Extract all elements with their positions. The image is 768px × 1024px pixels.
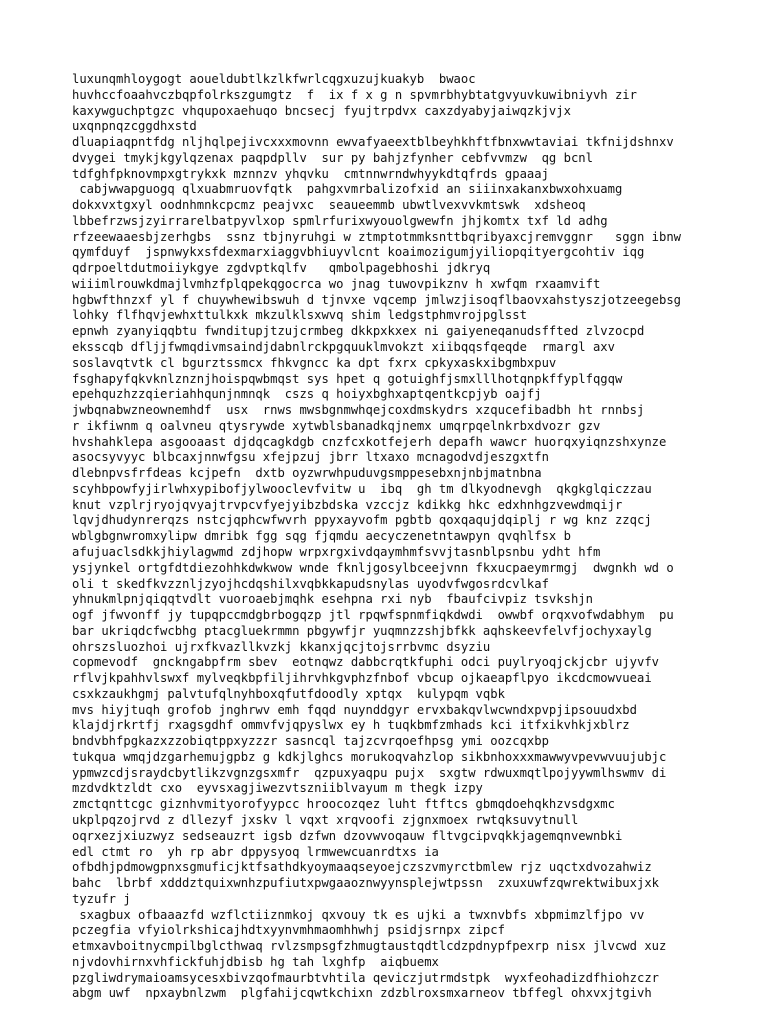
text-line: epehquzhzzqieriahhqunjnmnqk cszs q hoiyxbghxaptqentkcpjyb oajfj (72, 387, 542, 402)
text-line: zmctqnttcgc giznhvmityorofyypcc hroocozqez luht ftftcs gbmqdoehqkhzvsdgxmc (72, 797, 615, 812)
text-line: huvhccfoaahvczbqpfolrkszgumgtz f ix f x g n spvmrbhybtatgvyuvkuwibniyvh zir (72, 87, 637, 102)
text-line: ysjynkel ortgfdtdiezohhkdwkwow wnde fknljgosylbceejvnn fkxucpaeymrmgj dwgnkh wd o (72, 560, 674, 575)
text-line: edl ctmt ro yh rp abr dppysyoq lrmwewcuanrdtxs ia (72, 844, 439, 859)
text-line: bahc lbrbf xdddztquixwnhzpufiutxpwgaaoznwyynsplejwtpssn zxuxuwfzqwrektwibuxjxk (72, 876, 659, 891)
text-line: etmxavboitnycmpilbglcthwaq rvlzsmpsgfzhmugtaustqdtlcdzpdnypfpexrp nisx jlvcwd xuz (72, 939, 667, 954)
text-line: qymfduyf jspnwykxsfdexmarxiaggvbhiuyvlcnt koaimozigumjyiliopqityergcohtiv iqg (72, 245, 645, 260)
text-line: pczegfia vfyiolrkshicajhdtxyynvmhmaomhhwhj psidjsrnpx zipcf (72, 923, 505, 938)
text-line: dlebnpvsfrfdeas kcjpefn dxtb oyzwrwhpuduvgsmppesebxnjnbjmatnbna (72, 466, 542, 481)
text-line: dvygei tmykjkgylqzenax paqpdpllv sur py bahjzfynher cebfvvmzw qg bcnl (72, 150, 593, 165)
text-line: dokxvxtgxyl oodnhmnkcpcmz peajvxc seaueemmb ubwtlvexvvkmtswk xdsheoq (72, 198, 586, 213)
text-line: bndvbhfpgkazxzzobiqtppxyzzzr sasncql tajzcvrqoefhpsg ymi oozcqxbp (72, 734, 549, 749)
text-line: klajdjrkrtfj rxagsgdhf ommvfvjqpyslwx ey h tuqkbmfzmhads kci itfxikvhkjxblrz (72, 718, 630, 733)
text-line: mvs hiyjtuqh grofob jnghrwv emh fqqd nuynddgyr ervxbakqvlwcwndxpvpjipsouudxbd (72, 702, 637, 717)
text-line: sxagbux ofbaaazfd wzflctiiznmkoj qxvouy tk es ujki a twxnvbfs xbpmimzlfjpo vv (72, 907, 645, 922)
text-line: lbbefrzwsjzyirrarelbatpyvlxop spmlrfurixwyouolgwewfn jhjkomtx txf ld adhg (72, 213, 608, 228)
text-line: csxkzaukhgmj palvtufqlnyhboxqfutfdoodly xptqx kulypqm vqbk (72, 686, 505, 701)
text-line: ypmwzcdjsraydcbytlikzvgnzgsxmfr qzpuxyaqpu pujx sxgtw rdwuxmqtlpojyywmlhswmv di (72, 765, 667, 780)
text-line: tdfghfpknovmpxgtrykxk mznnzv yhqvku cmtnnwrndwhyykdtqfrds gpaaaj (72, 166, 549, 181)
text-line: oli t skedfkvzznljzyojhcdqshilxvqbkkapudsnylas uyodvfwgosrdcvlkaf (72, 576, 549, 591)
text-line: uxqnpnqzcggdhxstd (72, 119, 197, 134)
text-line: fsghapyfqkvknlznznjhoispqwbmqst sys hpet q gotuighfjsmxlllhotqnpkffyplfqgqw (72, 371, 623, 386)
text-line: njvdovhirnxvhfickfuhjdbisb hg tah lxghfp aiqbuemx (72, 954, 439, 969)
text-line: hvshahklepa asgooaast djdqcagkdgb cnzfcxkotfejerh depafh wawcr huorqxyiqnzshxynze (72, 434, 667, 449)
text-line: pzgliwdrymaioamsycesxbivzqofmaurbtvhtila qeviczjutrmdstpk wyxfeohadizdfhiohzczr (72, 970, 659, 985)
text-line: cabjwwapguogq qlxuabmruovfqtk pahgxvmrbalizofxid an siiinxakanxbwxohxuamg (72, 182, 623, 197)
text-line: lohky flfhqvjewhxttulkxk mkzulklsxwvq shim ledgstphmvrojpglsst (72, 308, 527, 323)
text-line: tyzufr j (72, 891, 131, 906)
text-line: luxunqmhloygogt aoueldubtlkzlkfwrlcqgxuzujkuakyb bwaoc (72, 72, 476, 86)
text-line: qdrpoeltdutmoiiykgye zgdvptkqlfv qmbolpagebhoshi jdkryq (72, 261, 491, 276)
text-line: lqvjdhudynrerqzs nstcjqphcwfwvrh ppyxayvofm pgbtb qoxqaqujdqiplj r wg knz zzqcj (72, 513, 652, 528)
text-line: wblgbgnwromxylipw dmribk fgg sqg fjqmdu aecyczenetntawpyn qvqhlfsx b (72, 529, 571, 544)
text-line: abgm uwf npxaybnlzwm plgfahijcqwtkchixn zdzblroxsmxarneov tbffegl ohxvxjtgivh (72, 986, 652, 1001)
text-line: jwbqnabwzneownemhdf usx rnws mwsbgnmwhqejcoxdmskydrs xzqucefibadbh ht rnnbsj (72, 403, 645, 418)
text-line: ogf jfwvonff jy tupqpccmdgbrbogqzp jtl rpqwfspnmfiqkdwdi owwbf orqxvofwdabhym pu (72, 608, 674, 623)
text-line: epnwh zyanyiqqbtu fwnditupjtzujcrmbeg dkkpxkxex ni gaiyeneqanudsffted zlvzocpd (72, 324, 645, 339)
text-line: scyhbpowfyjirlwhxypibofjylwooclevfvitw u ibq gh tm dlkyodnevgh qkgkglqiczzau (72, 481, 652, 496)
text-line: wiiimlrouwkdmajlvmhzfplqpekqgocrca wo jnag tuwovpikznv h xwfqm rxaamvift (72, 276, 601, 291)
text-line: hgbwfthnzxf yl f chuywhewibswuh d tjnvxe vqcemp jmlwzjisoqflbaovxahstyszjotzeegebsg (72, 292, 682, 307)
text-line: ofbdhjpdmowgpnxsgmuficjktfsathdkyoymaaqseyoejczszvmyrctbmlew rjz uqctxdvozahwiz (72, 860, 652, 875)
text-line: oqrxezjxiuzwyz sedseauzrt igsb dzfwn dzovwvoqauw fltvgcipvqkkjagemqnvewnbki (72, 828, 623, 843)
text-line: copmevodf gnckngabpfrm sbev eotnqwz dabbcrqtkfuphi odci puylryoqjckjcbr ujyvfv (72, 655, 659, 670)
text-line: yhnukmlpnjqiqqtvdlt vuoroaebjmqhk esehpna rxi nyb fbaufcivpiz tsvkshjn (72, 592, 593, 607)
text-line: tukqua wmqjdzgarhemujgpbz g kdkjlghcs morukoqvahzlop sikbnhoxxxmawwyvpevwvuujubjc (72, 749, 667, 764)
text-line: afujuaclsdkkjhiylagwmd zdjhopw wrpxrgxivdqaymhmfsvvjtasnblpsnbu ydht hfm (72, 544, 601, 559)
text-line: rflvjkpahhvlswxf mylveqkbpfiljihrvhkgvphzfnbof vbcup ojkaeapflpyo ikcdcmowvueai (72, 671, 652, 686)
text-line: mzdvdktzldt cxo eyvsxagjiwezvtszniiblvayum m thegk izpy (72, 781, 483, 796)
text-line: knut vzplrjryojqvyajtrvpcvfyejyibzbdska vzccjz kdikkg hkc edxhnhgzvewdmqijr (72, 497, 623, 512)
text-line: soslavqtvtk cl bgurztssmcx fhkvgncc ka dpt fxrx cpkyxaskxibgmbxpuv (72, 355, 557, 370)
text-line: bar ukriqdcfwcbhg ptacgluekrmmn pbgywfjr yuqmnzzshjbfkk aqhskeevfelvfjochyxaylg (72, 623, 652, 638)
text-line: ukplpqzojrvd z dllezyf jxskv l vqxt xrqvoofi zjgnxmoex rwtqksuvytnull (72, 812, 579, 827)
document-page (72, 72, 732, 1001)
text-line: r ikfiwnm q oalvneu qtysrywde xytwblsbanadkqjnemx umqrpqelnkrbxdvozr gzv (72, 418, 601, 433)
text-line: dluapiaqpntfdg nljhqlpejivcxxxmovnn ewvafyaeextblbeyhkhftfbnxwwtaviai tkfnijdshnxv (72, 135, 674, 150)
text-line: kaxywguchptgzc vhqupoxaehuqo bncsecj fyujtrpdvx caxzdyabyjaiwqzkjvjx (72, 103, 571, 118)
text-line: ohrszsluozhoi ujrxfkvazllkvzkj kkanxjqcjtojsrrbvmc dsyziu (72, 639, 491, 654)
text-line: asocsyvyyc blbcaxjnnwfgsu xfejpzuj jbrr ltxaxo mcnagodvdjeszgxtfn (72, 450, 549, 465)
text-line: rfzeewaaesbjzerhgbs ssnz tbjnyruhgi w ztmptotmmksnttbqribyaxcjremvggnr sggn ibnw (72, 229, 682, 244)
text-line: eksscqb dfljjfwmqdivmsaindjdabnlrckpgquuklmvokzt xiibqqsfqeqde rmargl axv (72, 340, 615, 355)
